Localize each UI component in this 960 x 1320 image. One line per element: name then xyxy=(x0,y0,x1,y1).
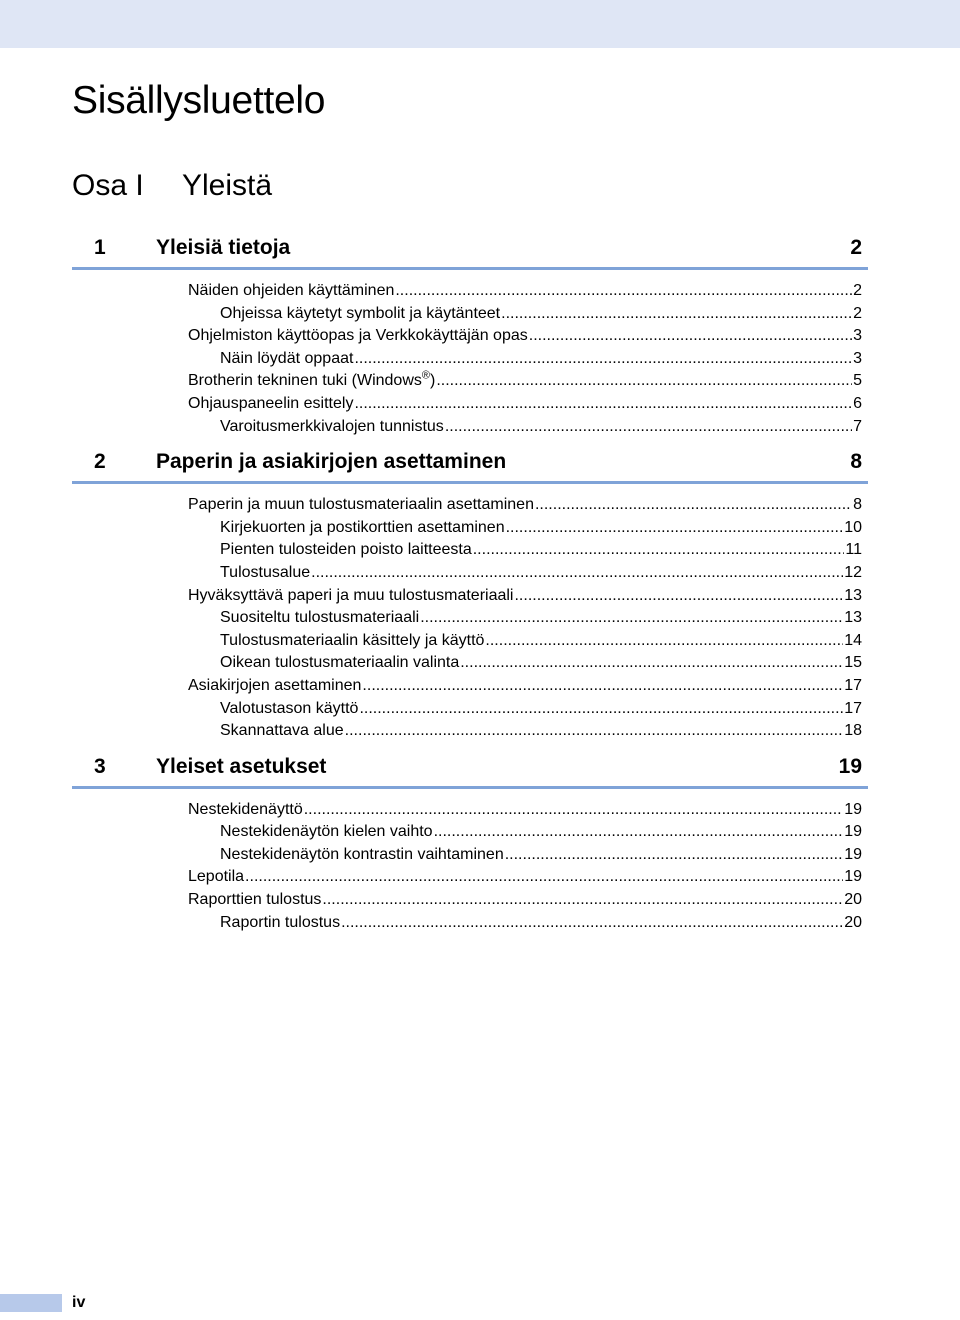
entry-page: 20 xyxy=(844,913,862,931)
entry-title-text: Ohjauspaneelin esittely xyxy=(188,394,354,412)
dot-leader xyxy=(245,866,843,888)
entry-page: 3 xyxy=(853,327,862,345)
chapter-page: 2 xyxy=(850,236,862,259)
dot-leader xyxy=(436,370,852,392)
toc-entry[interactable] xyxy=(72,416,868,439)
entry-title xyxy=(220,562,310,584)
entry-title-text: Nestekidenäyttö xyxy=(188,800,303,818)
entry-page: 18 xyxy=(844,722,862,740)
toc-entry[interactable] xyxy=(72,325,868,348)
toc-entry[interactable] xyxy=(72,630,868,653)
entry-page: 15 xyxy=(844,654,862,672)
toc-entry[interactable] xyxy=(72,393,868,416)
entry-title-text: Oikean tulostusmateriaalin valinta xyxy=(220,654,460,672)
toc-entry[interactable] xyxy=(72,821,868,844)
chapter-heading[interactable] xyxy=(72,232,868,270)
chapter-title: Yleiset asetukset xyxy=(156,754,327,778)
dot-leader xyxy=(362,675,843,697)
toc-entry[interactable] xyxy=(72,675,868,698)
entry-title xyxy=(220,348,353,370)
entry-title-text: Ohjelmiston käyttöopas ja Verkkokäyttäjän opas xyxy=(188,327,528,345)
toc-entry[interactable] xyxy=(72,866,868,889)
dot-leader xyxy=(445,416,852,438)
entry-page: 19 xyxy=(844,823,862,841)
entry-title-text: Nestekidenäytön kielen vaihto xyxy=(220,823,433,841)
dot-leader xyxy=(473,539,845,561)
toc-entry[interactable] xyxy=(72,303,868,326)
entry-page: 6 xyxy=(853,394,862,412)
dot-leader xyxy=(501,303,852,325)
entry-page: 14 xyxy=(844,631,862,649)
entry-page: 10 xyxy=(844,518,862,536)
entry-title xyxy=(220,844,504,866)
dot-leader xyxy=(535,494,852,516)
entry-title xyxy=(188,280,394,302)
toc-entry[interactable] xyxy=(72,844,868,867)
toc-chapter xyxy=(72,232,868,446)
registered-mark: ® xyxy=(421,370,430,383)
toc-entry[interactable] xyxy=(72,652,868,675)
entry-title xyxy=(188,370,435,392)
part-number: Osa I xyxy=(72,169,144,202)
part-title: Yleistä xyxy=(182,169,273,202)
entry-title-text: Tulostusalue xyxy=(220,563,311,581)
entry-page: 17 xyxy=(844,699,862,717)
chapter-entries xyxy=(72,789,868,943)
entry-title-text: Skannattava alue xyxy=(220,722,344,740)
toc-entry[interactable] xyxy=(72,494,868,517)
chapter-number: 1 xyxy=(94,236,106,259)
top-header-band xyxy=(0,0,960,48)
chapter-entries xyxy=(72,270,868,446)
chapter-entries xyxy=(72,484,868,751)
entry-title xyxy=(220,720,344,742)
entry-page: 13 xyxy=(844,609,862,627)
chapter-number: 2 xyxy=(94,450,106,474)
dot-leader xyxy=(354,393,852,415)
footer-page-number: iv xyxy=(72,1294,86,1311)
entry-title-text: Valotustason käyttö xyxy=(220,699,359,717)
entry-page: 11 xyxy=(845,541,862,559)
entry-title-text: Tulostusmateriaalin käsittely ja käyttö xyxy=(220,631,485,649)
entry-page: 13 xyxy=(844,586,862,604)
toc-entry[interactable] xyxy=(72,889,868,912)
entry-title-text: Suositeltu tulostusmateriaali xyxy=(220,609,420,627)
dot-leader xyxy=(529,325,852,347)
entry-title xyxy=(188,799,303,821)
dot-leader xyxy=(359,698,843,720)
entry-title-text: Näiden ohjeiden käyttäminen xyxy=(188,282,395,299)
toc-chapters xyxy=(72,232,868,942)
dot-leader xyxy=(505,844,843,866)
entry-page: 20 xyxy=(844,891,862,909)
toc-entry[interactable] xyxy=(72,799,868,822)
entry-page: 19 xyxy=(844,868,862,886)
entry-title-text: Brotherin tekninen tuki (Windows xyxy=(188,372,422,390)
toc-entry[interactable] xyxy=(72,607,868,630)
dot-leader xyxy=(345,720,844,742)
entry-title xyxy=(188,889,321,911)
entry-title xyxy=(188,585,513,607)
entry-page: 2 xyxy=(853,282,862,299)
entry-page: 19 xyxy=(844,800,862,818)
entry-title-text: Paperin ja muun tulostusmateriaalin asettaminen xyxy=(188,496,534,514)
entry-title xyxy=(188,494,534,516)
entry-title xyxy=(220,630,484,652)
entry-title-text: Asiakirjojen asettaminen xyxy=(188,676,362,694)
toc-entry[interactable] xyxy=(72,912,868,935)
dot-leader xyxy=(460,652,843,674)
page-title: Sisällysluettelo xyxy=(72,79,326,122)
entry-title xyxy=(220,607,419,629)
entry-page: 3 xyxy=(853,349,862,367)
entry-page: 2 xyxy=(853,304,862,322)
entry-title xyxy=(188,393,353,415)
dot-leader xyxy=(322,889,843,911)
toc-entry[interactable] xyxy=(72,517,868,540)
toc-entry[interactable] xyxy=(72,539,868,562)
entry-title-text: Ohjeissa käytetyt symbolit ja käytänteet xyxy=(220,304,501,322)
chapter-page: 8 xyxy=(850,450,862,474)
entry-title-text: Kirjekuorten ja postikorttien asettaminen xyxy=(220,518,505,536)
dot-leader xyxy=(311,562,843,584)
dot-leader xyxy=(434,821,844,843)
entry-title-text: Raporttien tulostus xyxy=(188,891,322,909)
toc-entry[interactable] xyxy=(72,370,868,393)
entry-title-text: Nestekidenäytön kontrastin vaihtaminen xyxy=(220,845,504,863)
entry-title xyxy=(188,866,244,888)
toc-entry[interactable] xyxy=(72,562,868,585)
entry-title xyxy=(220,821,433,843)
entry-title xyxy=(220,517,505,539)
toc-entry[interactable] xyxy=(72,720,868,743)
toc-entry[interactable] xyxy=(72,280,868,303)
entry-title xyxy=(220,539,472,561)
toc-chapter xyxy=(72,751,868,943)
part-heading xyxy=(72,168,272,204)
dot-leader xyxy=(506,517,844,539)
entry-title-text: Raportin tulostus xyxy=(220,913,341,931)
toc-entry[interactable] xyxy=(72,585,868,608)
entry-title-text: Lepotila xyxy=(188,868,245,886)
toc-chapter xyxy=(72,446,868,751)
toc-entry[interactable] xyxy=(72,348,868,371)
dot-leader xyxy=(341,912,843,934)
entry-title xyxy=(220,416,444,438)
entry-title-text: Hyväksyttävä paperi ja muu tulostusmateriaali xyxy=(188,586,514,604)
chapter-number: 3 xyxy=(94,754,106,778)
toc-entry[interactable] xyxy=(72,698,868,721)
entry-page: 5 xyxy=(853,372,862,390)
chapter-title: Paperin ja asiakirjojen asettaminen xyxy=(156,450,507,474)
entry-page: 7 xyxy=(853,417,862,435)
entry-title xyxy=(220,303,500,325)
entry-title xyxy=(220,698,358,720)
dot-leader xyxy=(395,280,852,302)
entry-title-text: Pienten tulosteiden poisto laitteesta xyxy=(220,541,472,559)
footer-band xyxy=(0,1294,62,1312)
chapter-heading[interactable] xyxy=(72,446,868,484)
entry-title xyxy=(188,675,361,697)
dot-leader xyxy=(514,585,843,607)
dot-leader xyxy=(304,799,843,821)
chapter-page: 19 xyxy=(838,754,862,778)
entry-title xyxy=(220,912,340,934)
entry-title-text: Varoitusmerkkivalojen tunnistus xyxy=(220,417,444,435)
entry-page: 8 xyxy=(853,496,862,514)
chapter-heading[interactable] xyxy=(72,751,868,789)
entry-title-text: Näin löydät oppaat xyxy=(220,349,354,367)
entry-title xyxy=(188,325,528,347)
chapter-title: Yleisiä tietoja xyxy=(156,236,291,259)
dot-leader xyxy=(420,607,843,629)
entry-title xyxy=(220,652,459,674)
dot-leader xyxy=(485,630,843,652)
entry-page: 19 xyxy=(844,845,862,863)
entry-page: 12 xyxy=(844,563,862,581)
dot-leader xyxy=(354,348,852,370)
entry-title-end: ) xyxy=(430,372,436,390)
entry-page: 17 xyxy=(844,676,862,694)
